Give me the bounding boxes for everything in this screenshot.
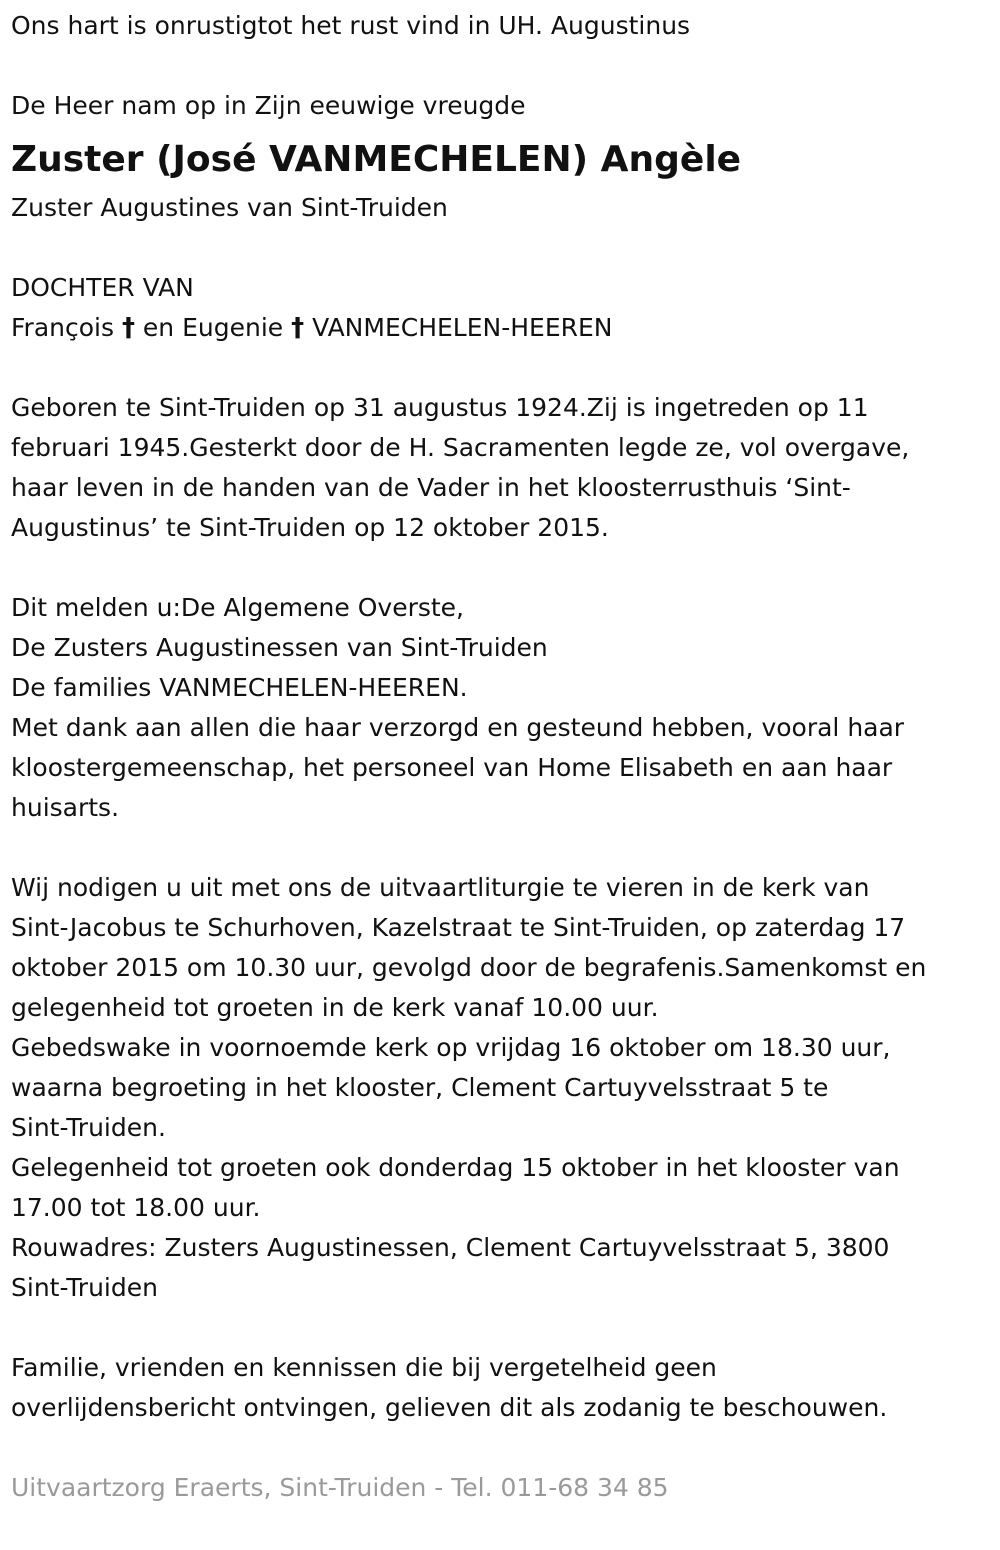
- announcer-line: Dit melden u:De Algemene Overste,: [11, 593, 465, 622]
- funeral-line: Gelegenheid tot groeten ook donderdag 15 oktober in het klooster van: [11, 1153, 900, 1182]
- intro-text: De Heer nam op in Zijn eeuwige vreugde: [11, 91, 526, 120]
- biography-line: haar leven in de handen van de Vader in het kloosterrusthuis ‘Sint-: [11, 473, 851, 502]
- funeral-line: Gebedswake in voornoemde kerk op vrijdag 16 oktober om 18.30 uur,: [11, 1033, 891, 1062]
- funeral-line: gelegenheid tot groeten in de kerk vanaf 10.00 uur.: [11, 993, 659, 1022]
- funeral-line: oktober 2015 om 10.30 uur, gevolgd door de begrafenis.Samenkomst en: [11, 953, 927, 982]
- cross-icon: †: [291, 313, 305, 343]
- funeral-line: Rouwadres: Zusters Augustinessen, Clement Cartuyvelsstraat 5, 3800: [11, 1233, 890, 1262]
- closing-note: [11, 1348, 986, 1428]
- religious-order: Zuster Augustines van Sint-Truiden: [11, 193, 448, 222]
- announcer-line: De Zusters Augustinessen van Sint-Truiden: [11, 633, 548, 662]
- spacer: [11, 1308, 986, 1348]
- funeral-line: Wij nodigen u uit met ons de uitvaartliturgie te vieren in de kerk van: [11, 873, 870, 902]
- biography-line: februari 1945.Gesterkt door de H. Sacramenten legde ze, vol overgave,: [11, 433, 910, 462]
- obituary-notice: [11, 6, 986, 1508]
- parents-surname: VANMECHELEN-HEEREN: [312, 313, 613, 342]
- funeral-line: 17.00 tot 18.00 uur.: [11, 1193, 261, 1222]
- spacer: [11, 548, 986, 588]
- closing-line: Familie, vrienden en kennissen die bij vergetelheid geen: [11, 1353, 717, 1382]
- announcers: [11, 588, 986, 828]
- announcer-line: De families VANMECHELEN-HEEREN.: [11, 673, 468, 702]
- funeral-line: Sint-Truiden.: [11, 1113, 166, 1142]
- parents-line: [11, 308, 986, 348]
- funeral-line: Sint-Jacobus te Schurhoven, Kazelstraat te Sint-Truiden, op zaterdag 17: [11, 913, 906, 942]
- funeral-line: waarna begroeting in het klooster, Clement Cartuyvelsstraat 5 te: [11, 1073, 829, 1102]
- announcer-line: kloostergemeenschap, het personeel van Home Elisabeth en aan haar: [11, 753, 893, 782]
- parents-connector: en Eugenie: [142, 313, 284, 342]
- funeral-details: [11, 868, 986, 1308]
- spacer: [11, 1428, 986, 1468]
- funeral-home-footer: Uitvaartzorg Eraerts, Sint-Truiden - Tel. 011-68 34 85: [11, 1473, 669, 1502]
- announcer-line: huisarts.: [11, 793, 120, 822]
- spacer: [11, 828, 986, 868]
- father-name: François: [11, 313, 115, 342]
- announcer-line: Met dank aan allen die haar verzorgd en gesteund hebben, vooral haar: [11, 713, 905, 742]
- cross-icon: †: [121, 313, 135, 343]
- funeral-line: Sint-Truiden: [11, 1273, 158, 1302]
- opening-quote: Ons hart is onrustigtot het rust vind in UH. Augustinus: [11, 11, 691, 40]
- spacer: [11, 46, 986, 86]
- parents-label: DOCHTER VAN: [11, 273, 194, 302]
- biography: [11, 388, 986, 548]
- spacer: [11, 348, 986, 388]
- biography-line: Geboren te Sint-Truiden op 31 augustus 1924.Zij is ingetreden op 11: [11, 393, 869, 422]
- biography-line: Augustinus’ te Sint-Truiden op 12 oktober 2015.: [11, 513, 609, 542]
- closing-line: overlijdensbericht ontvingen, gelieven dit als zodanig te beschouwen.: [11, 1393, 888, 1422]
- spacer: [11, 228, 986, 268]
- deceased-name: Zuster (José VANMECHELEN) Angèle: [11, 139, 742, 180]
